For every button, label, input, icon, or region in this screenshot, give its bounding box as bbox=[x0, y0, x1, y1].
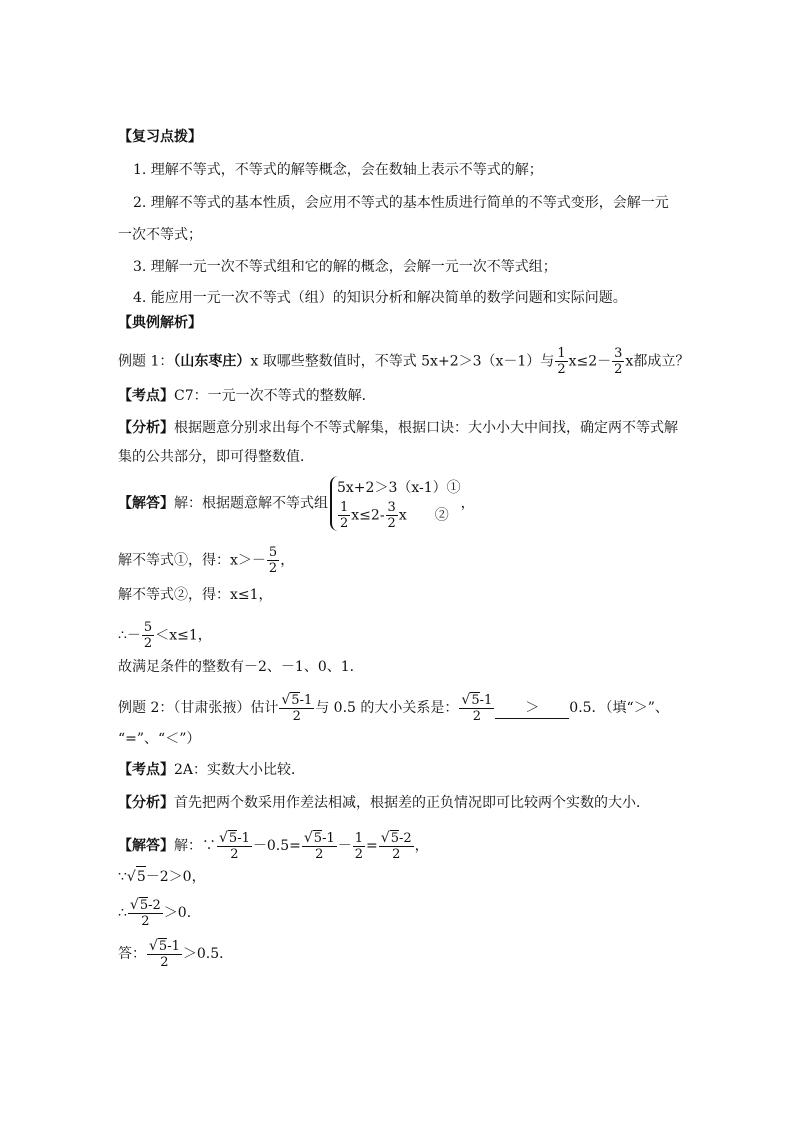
example1-jieda: 【解答】解：根据题意解不等式组 5x+2＞3（x-1）① $\frac{1}{2}$ x≤2- $\frac{3}{2}$ x ② ， bbox=[118, 476, 475, 531]
example2-line-3: ∴ $\frac{√5-2}{2}$ ＞0． bbox=[118, 897, 201, 929]
example2-jieda: 【解答】解：∵ $\frac{√5-1}{2}$ －0.5= $\frac{√5-1}{2}$ － $\frac{1}{2}$ = $\frac{√5-2}{2}$ ， bbox=[118, 830, 429, 862]
example1-question bbox=[118, 346, 689, 377]
example1-solution-2: 解不等式②，得：x≤1， bbox=[118, 587, 273, 603]
review-item-3: 3. 理解一元一次不等式组和它的解的概念，会解一元一次不等式组； bbox=[133, 259, 557, 275]
example1-label: 例题 1： bbox=[118, 353, 174, 370]
example2-fenxi: 【分析】首先把两个数采用作差法相减，根据差的正负情况即可比较两个实数的大小． bbox=[118, 795, 650, 811]
system-row-2: $\frac{1}{2}$ x≤2- $\frac{3}{2}$ x ② bbox=[340, 500, 449, 531]
example1-text-a: x 取哪些整数值时，不等式 5x+2＞3（x－1）与 bbox=[250, 353, 555, 370]
example1-solution-4: 故满足条件的整数有－2、－1、0、1． bbox=[118, 659, 364, 675]
fraction-three-halves: $\frac{3}{2}$ bbox=[614, 346, 623, 377]
example2-line-2: ∵√5－2＞0， bbox=[118, 866, 206, 887]
review-heading: 【复习点拨】 bbox=[118, 129, 202, 145]
example2-question-cont: “=”、“＜”） bbox=[118, 731, 201, 747]
review-item-4: 4. 能应用一元一次不等式（组）的知识分析和解决简单的数学问题和实际问题。 bbox=[133, 290, 627, 306]
example1-fenxi-cont: 集的公共部分，即可得整数值． bbox=[118, 449, 314, 465]
example2-answer: 答： $\frac{√5-1}{2}$ ＞0.5． bbox=[118, 938, 234, 970]
examples-heading: 【典例解析】 bbox=[118, 315, 202, 331]
example1-fenxi: 【分析】根据题意分别求出每个不等式解集，根据口诀：大小小大中间找，确定两不等式解 bbox=[118, 420, 678, 436]
example1-solution-1: 解不等式①，得：x＞－ $\frac{5}{2}$ ， bbox=[118, 545, 295, 576]
example1-solution-3: ∴－ $\frac{5}{2}$ ＜x≤1， bbox=[118, 620, 212, 651]
example1-source: （山东枣庄） bbox=[173, 353, 251, 370]
example1-text-c: x都成立？ bbox=[625, 353, 690, 370]
fraction-sqrt5-minus-1-over-2: $\frac{√5-1}{2}$ bbox=[281, 692, 313, 724]
system-row-1: 5x+2＞3（x-1）① bbox=[337, 480, 461, 496]
answer-blank: ＞ bbox=[495, 698, 569, 719]
fraction-half: $\frac{1}{2}$ bbox=[557, 346, 566, 377]
example1-kaodian: 【考点】C7：一元一次不等式的整数解． bbox=[118, 388, 376, 404]
inequality-system bbox=[330, 476, 461, 531]
review-item-2: 2. 理解不等式的基本性质，会应用不等式的基本性质进行简单的不等式变形，会解一元 bbox=[133, 195, 669, 211]
review-item-2-cont: 一次不等式； bbox=[118, 227, 202, 243]
example2-question: 例题 2：（甘肃张掖）估计 $\frac{√5-1}{2}$ 与 0.5 的大小关系是： $\frac{√5-1}{2}$ ＞ 0.5．（填“＞”、 bbox=[118, 692, 669, 724]
example1-text-b: x≤2－ bbox=[568, 353, 612, 370]
review-item-1: 1. 理解不等式，不等式的解等概念，会在数轴上表示不等式的解； bbox=[133, 162, 543, 178]
example2-kaodian: 【考点】2A：实数大小比较． bbox=[118, 762, 306, 778]
